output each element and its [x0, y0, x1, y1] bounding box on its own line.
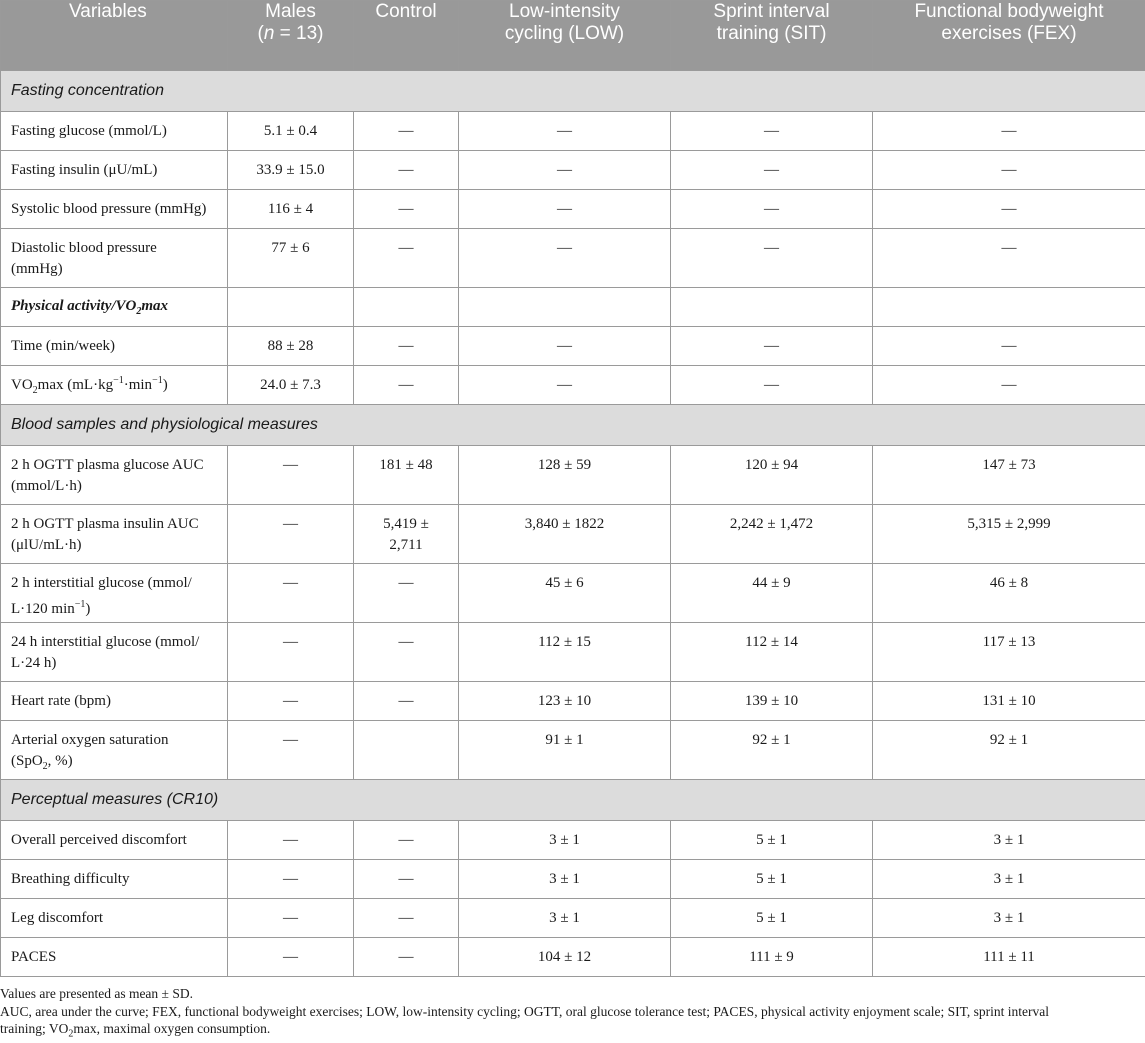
row-label: Time (min/week)	[1, 327, 228, 366]
table-row	[1, 721, 1145, 780]
cell-low: —	[459, 229, 671, 288]
cell-fex: 3 ± 1	[873, 821, 1145, 860]
cell-males: —	[228, 623, 354, 682]
cell-control: 181 ± 48	[354, 446, 459, 505]
cell-sit: 44 ± 9	[671, 564, 873, 623]
cell-males: —	[228, 938, 354, 977]
table-row	[1, 446, 1145, 505]
cell-males: 77 ± 6	[228, 229, 354, 288]
cell-control: —	[354, 623, 459, 682]
table-row	[1, 327, 1145, 366]
cell-low: 104 ± 12	[459, 938, 671, 977]
cell-fex: —	[873, 327, 1145, 366]
cell-low: 3 ± 1	[459, 821, 671, 860]
footnote-1: Values are presented as mean ± SD.	[0, 985, 1140, 1003]
row-label: Breathing difficulty	[1, 860, 228, 899]
section-row-perceptual	[1, 780, 1145, 821]
cell-control: 5,419 ± 2,711	[354, 505, 459, 564]
empty-cell	[873, 288, 1145, 327]
header-sit: Sprint interval training (SIT)	[671, 1, 873, 71]
header-row	[1, 1, 1145, 71]
cell-fex: 46 ± 8	[873, 564, 1145, 623]
empty-cell	[671, 288, 873, 327]
cell-males: 88 ± 28	[228, 327, 354, 366]
cell-males: —	[228, 860, 354, 899]
footnote-2: AUC, area under the curve; FEX, functional bodyweight exercises; LOW, low-intensity cycling; OGTT, oral glucose tolerance test; PACES, physical activity enjoyment scale; SIT, sprint interval	[0, 1003, 1140, 1021]
cell-low: 3,840 ± 1822	[459, 505, 671, 564]
section-title: Perceptual measures (CR10)	[1, 780, 1145, 821]
cell-males: 24.0 ± 7.3	[228, 366, 354, 405]
row-label: 2 h interstitial glucose (mmol/ L·120 $\min^{-1}$)	[1, 564, 228, 623]
row-label: PACES	[1, 938, 228, 977]
cell-control: —	[354, 112, 459, 151]
cell-sit: 139 ± 10	[671, 682, 873, 721]
cell-fex: —	[873, 366, 1145, 405]
cell-control	[354, 721, 459, 780]
cell-fex: 111 ± 11	[873, 938, 1145, 977]
section-title: Blood samples and physiological measures	[1, 405, 1145, 446]
table-row	[1, 821, 1145, 860]
header-control: Control	[354, 1, 459, 71]
cell-low: —	[459, 327, 671, 366]
cell-sit: 5 ± 1	[671, 860, 873, 899]
section-row-fasting	[1, 71, 1145, 112]
table-row	[1, 366, 1145, 405]
table-row	[1, 623, 1145, 682]
header-low: Low-intensity cycling (LOW)	[459, 1, 671, 71]
subheading-label: Physical activity/$VO_2\max$	[1, 288, 228, 327]
cell-sit: —	[671, 327, 873, 366]
cell-males: 33.9 ± 15.0	[228, 151, 354, 190]
header-fex: Functional bodyweight exercises (FEX)	[873, 1, 1145, 71]
cell-sit: —	[671, 229, 873, 288]
cell-fex: —	[873, 112, 1145, 151]
cell-fex: —	[873, 190, 1145, 229]
cell-control: —	[354, 151, 459, 190]
cell-fex: 3 ± 1	[873, 860, 1145, 899]
cell-control: —	[354, 190, 459, 229]
cell-sit: 112 ± 14	[671, 623, 873, 682]
cell-low: —	[459, 190, 671, 229]
table-row	[1, 288, 1145, 327]
table-row	[1, 112, 1145, 151]
table-row	[1, 899, 1145, 938]
table-row	[1, 860, 1145, 899]
cell-control: —	[354, 564, 459, 623]
cell-males: 5.1 ± 0.4	[228, 112, 354, 151]
cell-low: —	[459, 366, 671, 405]
cell-sit: 120 ± 94	[671, 446, 873, 505]
cell-low: 91 ± 1	[459, 721, 671, 780]
row-label: 24 h interstitial glucose (mmol/ L·24 h)	[1, 623, 228, 682]
row-label: Fasting insulin (μU/mL)	[1, 151, 228, 190]
cell-fex: 131 ± 10	[873, 682, 1145, 721]
row-label: 2 h OGTT plasma glucose AUC (mmol/L·h)	[1, 446, 228, 505]
table-row	[1, 564, 1145, 623]
cell-males: 116 ± 4	[228, 190, 354, 229]
cell-males: —	[228, 564, 354, 623]
cell-control: —	[354, 327, 459, 366]
cell-fex: 117 ± 13	[873, 623, 1145, 682]
section-row-blood	[1, 405, 1145, 446]
cell-sit: 5 ± 1	[671, 899, 873, 938]
cell-low: —	[459, 112, 671, 151]
cell-sit: —	[671, 366, 873, 405]
cell-low: 123 ± 10	[459, 682, 671, 721]
cell-low: 3 ± 1	[459, 899, 671, 938]
section-title: Fasting concentration	[1, 71, 1145, 112]
cell-males: —	[228, 446, 354, 505]
cell-males: —	[228, 682, 354, 721]
table-footnotes	[0, 985, 1140, 1043]
row-label: 2 h OGTT plasma insulin AUC (μlU/mL·h)	[1, 505, 228, 564]
row-label: Arterial oxygen saturation (SpO$_2$, %)	[1, 721, 228, 780]
cell-sit: 111 ± 9	[671, 938, 873, 977]
cell-fex: 5,315 ± 2,999	[873, 505, 1145, 564]
cell-control: —	[354, 938, 459, 977]
cell-control: —	[354, 899, 459, 938]
cell-sit: —	[671, 151, 873, 190]
table-row	[1, 505, 1145, 564]
cell-control: —	[354, 821, 459, 860]
table-row	[1, 682, 1145, 721]
cell-fex: 147 ± 73	[873, 446, 1145, 505]
cell-control: —	[354, 860, 459, 899]
cell-sit: —	[671, 112, 873, 151]
footnote-3: training; $VO_2\max$, maximal oxygen consumption.	[0, 1020, 1140, 1043]
cell-low: 128 ± 59	[459, 446, 671, 505]
cell-control: —	[354, 682, 459, 721]
cell-low: 3 ± 1	[459, 860, 671, 899]
row-label: Leg discomfort	[1, 899, 228, 938]
table-row	[1, 190, 1145, 229]
cell-control: —	[354, 229, 459, 288]
row-label: Heart rate (bpm)	[1, 682, 228, 721]
cell-males: —	[228, 505, 354, 564]
cell-low: —	[459, 151, 671, 190]
cell-fex: 92 ± 1	[873, 721, 1145, 780]
cell-males: —	[228, 721, 354, 780]
row-label: Fasting glucose (mmol/L)	[1, 112, 228, 151]
header-males: Males (n = 13)	[228, 1, 354, 71]
row-label: $VO_2\max$ $(mL\cdot kg^{-1}\cdot\min^{-1})$	[1, 366, 228, 405]
header-variables: Variables	[1, 1, 228, 71]
cell-sit: 5 ± 1	[671, 821, 873, 860]
cell-fex: —	[873, 229, 1145, 288]
cell-males: —	[228, 899, 354, 938]
empty-cell	[228, 288, 354, 327]
empty-cell	[459, 288, 671, 327]
cell-males: —	[228, 821, 354, 860]
cell-sit: 2,242 ± 1,472	[671, 505, 873, 564]
row-label: Overall perceived discomfort	[1, 821, 228, 860]
cell-sit: —	[671, 190, 873, 229]
cell-fex: —	[873, 151, 1145, 190]
empty-cell	[354, 288, 459, 327]
cell-sit: 92 ± 1	[671, 721, 873, 780]
row-label: Diastolic blood pressure (mmHg)	[1, 229, 228, 288]
cell-low: 45 ± 6	[459, 564, 671, 623]
table-row	[1, 938, 1145, 977]
cell-low: 112 ± 15	[459, 623, 671, 682]
table-row	[1, 229, 1145, 288]
table-row	[1, 151, 1145, 190]
cell-fex: 3 ± 1	[873, 899, 1145, 938]
cell-control: —	[354, 366, 459, 405]
row-label: Systolic blood pressure (mmHg)	[1, 190, 228, 229]
